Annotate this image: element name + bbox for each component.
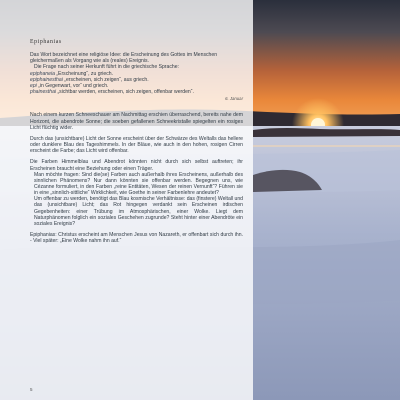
term-word: phainesthai (30, 89, 57, 96)
text-column (30, 39, 243, 244)
term-word: epi (30, 82, 37, 89)
page-number: 5 (30, 387, 33, 392)
intro-origin: Die Frage nach seiner Herkunft führt in die griechische Sprache: (34, 64, 179, 71)
paragraph: Epiphanias: Christus erscheint am Menschen Jesus von Nazareth, er offenbart sich durch ihn. - Viel später: „Eine Wolke nahm ihn auf.“ (30, 232, 243, 245)
term-meaning: „in Gegenwart, vor“ und griech. (38, 82, 109, 89)
term-row (30, 89, 243, 95)
term-word: epiphaneia (30, 70, 55, 77)
term-word: epiphainesthai (30, 76, 63, 83)
term-meaning: „sichtbar werden, erscheinen, sich zeigen, offenbar werden“. (57, 89, 194, 96)
paragraph: Um offenbar zu werden, benötigt das Blau kosmische Verhältnisse: das (finstere) Weltall und das (unsichtbare) Licht; das Rot hingegen verdankt sein Erscheinen irdischen Gegebenheiten: einer Trübung im Atmosphärischen, einer Wolke. Liegt dem Naturphänomen folglich ein soziales Geschehen zugrunde? Steht hinter einer Abendröte ein soziales Ereignis? (34, 196, 243, 227)
paragraph: Man möchte fragen: Sind die(se) Farben auch außerhalb ihres Erscheinens, außerhalb des sinnlichen Phänomens? Nur dann könnten sie offenbar werden. Begegnen uns, wie Cézanne formuliert, in den Farben „reine Entitäten, Wesen der reinen Vernunft“? Führen sie in eine „sinnlich-sittliche“ Wirklichkeit, wie Goethe in seiner Farbenlehre andeutet? (34, 171, 243, 197)
paragraph: Die Farben Himmelblau und Abendrot könnten nicht durch sich selbst auftreten; ihr Erscheinen braucht eine Beziehung oder einen Träger. (30, 159, 243, 172)
page-title: Epiphanias (30, 39, 62, 45)
spacer (30, 102, 243, 107)
date-label: 6. Januar (225, 96, 243, 102)
term-meaning: „Erscheinung“, zu griech. (56, 70, 113, 77)
paragraph: Nach einem kurzen Schneeschauer am Nachmittag erschien überraschend, bereits nahe dem Horizont, die abendrote Sonne; die soeben gefallenen Schneekristalle spiegelten ein rosiges Licht flüchtig wider. (30, 112, 243, 131)
intro-definition: Das Wort bezeichnet eine religiöse Idee: die Erscheinung des Gottes im Menschen gleichermaßen als Vorgang wie als (reales) Ereignis. (30, 52, 218, 65)
term-meaning: „erscheinen, sich zeigen“, aus griech. (64, 76, 149, 83)
paragraph: Durch das (unsichtbare) Licht der Sonne erscheint über der Schwärze des Weltalls das hellere oder dunklere Blau des Tageshimmels. In der Bläue, wie auch in den hohen, rosigen Cirren erscheint die Farbe; das Licht wird offenbar. (30, 135, 243, 155)
